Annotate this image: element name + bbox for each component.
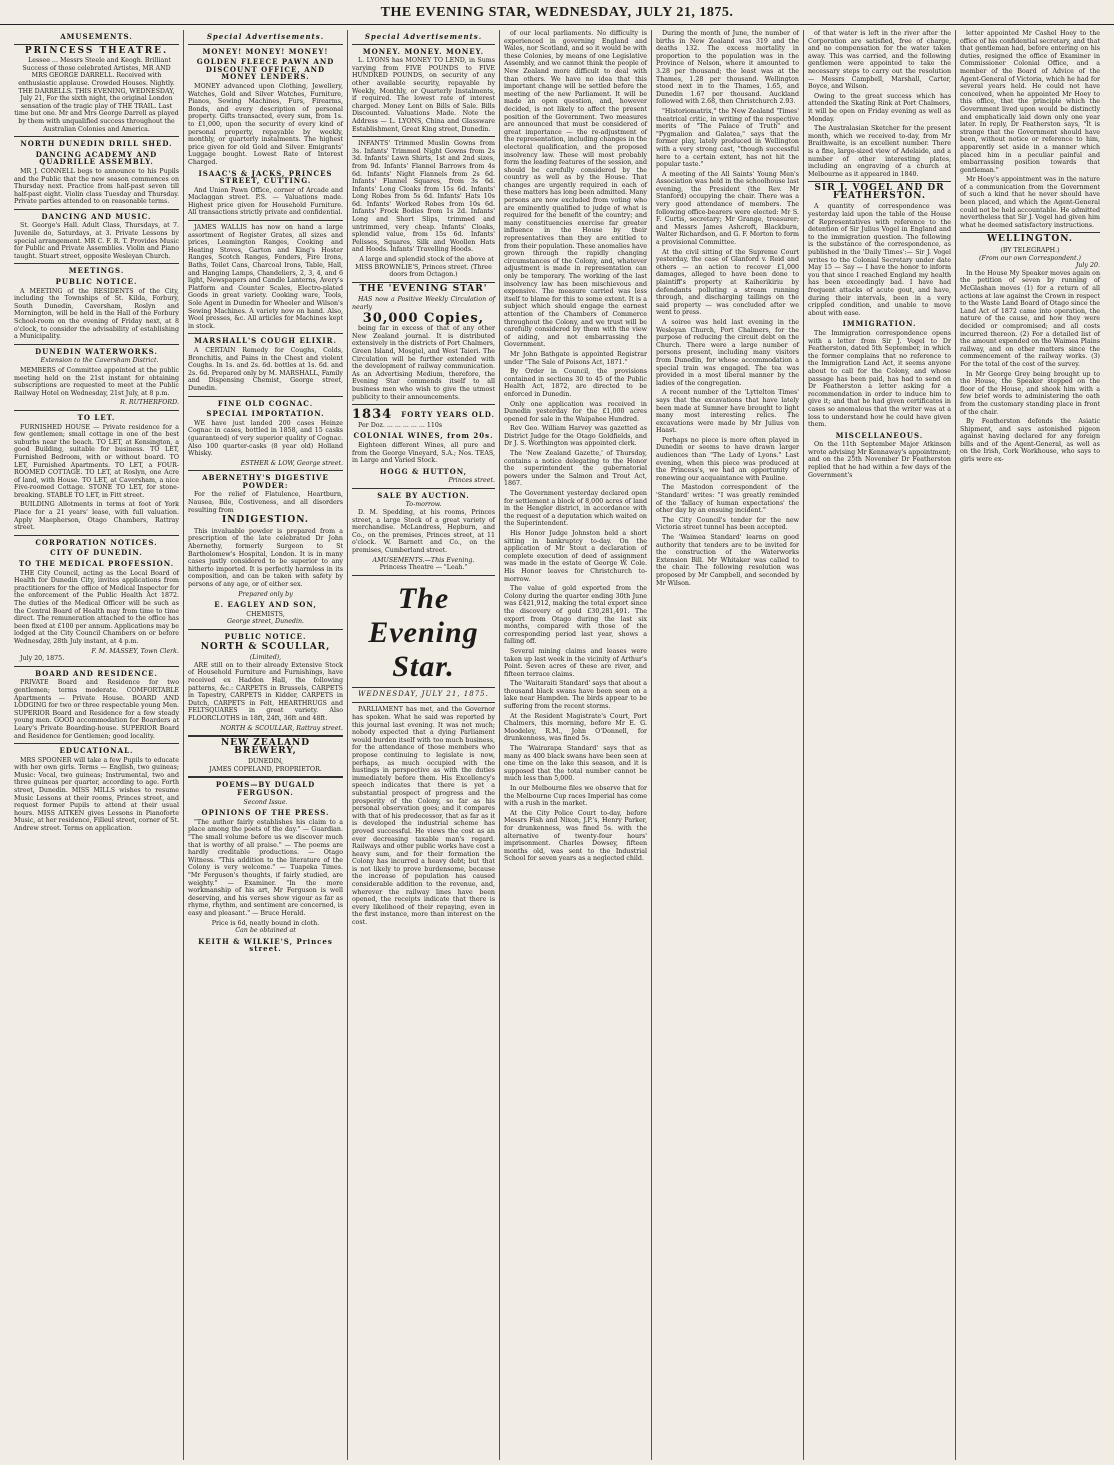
- news-grey: In Mr George Grey being brought up to the House, the Speaker stepped on the floor of the House, and shook him with a few brief words to administering the oath from the customary standing place in front of the chair.: [960, 370, 1100, 416]
- medical-body: THE City Council, acting as the Local Board of Health for Dunedin City, invites applications from practitioners for the office of Medical Inspector for the enforcement of the Public Health Act 1872. The duties of the Medical Officer will be such as the Central Board of Health may from time to time direct. The remuneration attached to the office has been fixed at £100 per annum. Applications may be lodged at the City Council Chambers on or before Wednesday, 28th July instant, at 4 p.m.: [14, 569, 179, 645]
- money-heading: MONEY! MONEY! MONEY!: [202, 46, 329, 56]
- special-ads-heading: Special Advertisements.: [206, 32, 325, 41]
- rule: [14, 209, 179, 210]
- news-australasian: The Australasian Sketcher for the present month, which we received to-day, from Mr Braithwaite, is an excellent number. There is a fine, large-sized view of Adelaide, and a number of other interesting plates, including an engraving of a church at Melbourne as it appeared in 1840.: [808, 125, 951, 178]
- isaacs-body: And Union Pawn Office, corner of Arcade and Maclaggan street. P.S. — Valuations made. Highest price given for Household Furniture. All transactions strictly private and confidential.: [188, 186, 343, 217]
- news-melbourne: In our Melbourne files we observe that for the Melbourne Cup races Imperial has come with a rush in the market.: [504, 785, 647, 808]
- price-line: Price is 6d, neatly bound in cloth.: [211, 919, 320, 927]
- evening-star-title: The Evening Star.: [368, 581, 479, 683]
- column-5: [656, 30, 804, 1460]
- news-gazette: The 'New Zealand Gazette,' of Thursday, contains a notice delegating to the Honor the superintendent the gubernatorial powers under the Salmon and Trout Act, 1867.: [504, 450, 647, 488]
- lyons-body: L. LYONS has MONEY TO LEND, in Sums varying from FIVE POUNDS to FIVE HUNDRED POUNDS, on security of any other available security, repayable by Weekly, Monthly, or Quarterly Instalments, if required. The lowest rate of interest charged. Money Lent on Bills of Sale. Bills Discounted. Valuations Made. Note the Address — L. LYONS, China and Glassware Establishment, Great King street, Dunedin.: [352, 57, 495, 133]
- vogel-heading: SIR J. VOGEL AND DR FEATHERSTON.: [814, 183, 945, 201]
- educational-heading: EDUCATIONAL.: [59, 746, 134, 756]
- keith-wilkie: KEITH & WILKIE'S, Princes street.: [198, 936, 333, 954]
- column-4: [504, 30, 652, 1460]
- rule: [14, 263, 179, 264]
- news-theatre: Perhaps no piece is more often played in Dunedin or seems to have drawn larger audiences than "The Lady of Lyons." Last evening, when this piece was produced at the Princess's, we had an opportunity of renewing our acquaintance with Pauline.: [656, 436, 799, 482]
- dancing-academy-heading: DANCING ACADEMY AND QUADRILLE ASSEMBLY.: [35, 149, 158, 167]
- abernethy-heading: ABERNETHY'S DIGESTIVE POWDER:: [202, 473, 329, 490]
- hogg-hutton: HOGG & HUTTON,: [379, 466, 468, 476]
- brownlie-body: A large and splendid stock of the above at MISS BROWNLIE'S, Princes street. (Three doors from Octagon.): [355, 256, 494, 279]
- rule: [14, 535, 179, 536]
- immigration-heading: IMMIGRATION.: [842, 319, 917, 329]
- board-body: PRIVATE Board and Residence for two gentlemen; terms moderate. COMFORTABLE Apartments — Private House. BOARD AND LODGING for two or three respectable young Men. SUPERIOR Board and Residence for a few steady young men. GOOD accommodation for Boarders at Leary's Private Boarding-house. SUPERIOR Board and Residence for Gentlemen; good locality.: [14, 679, 179, 740]
- rule: [14, 344, 179, 345]
- rule: [808, 181, 951, 182]
- rule: [352, 702, 495, 703]
- news-soiree: A soiree was held last evening in the Wesleyan Church, Port Chalmers, for the purpose of reducing the circuit debt on the Church. There were a large number of persons present, including many visitors from Dunedin, for whose accommodation a special train was engaged. The tea was provided in a most liberal manner by the ladies of the congregation.: [656, 318, 799, 387]
- eagley-address: George street, Dunedin.: [226, 618, 305, 626]
- copies-count: 30,000 Copies,: [362, 310, 485, 326]
- marshall-body: A CERTAIN Remedy for Coughs, Colds, Bronchitis, and Pains in the Chest and violent Coughs. In 1s. and 2s. 6d. bottles at 1s. 6d. and 2s. 6d. Prepared only by M. MARSHALL, Family and Dispensing Chemist, George street, Dunedin.: [188, 346, 343, 392]
- isaacs-heading: ISAAC'S & JACKS, PRINCES STREET, CUTTING.: [198, 168, 333, 186]
- sale-auction-heading: SALE BY AUCTION.: [377, 490, 470, 500]
- indigestion-heading: INDIGESTION.: [221, 515, 310, 526]
- waterworks-heading: DUNEDIN WATERWORKS.: [35, 346, 158, 356]
- column-2: [188, 30, 348, 1460]
- dancing-music-heading: DANCING AND MUSIC.: [41, 211, 152, 221]
- news-skating: Owing to the great success which has attended the Skating Rink at Port Chalmers, it will be open on Friday evening as well as Monday.: [808, 92, 951, 123]
- own-correspondent: (From our own Correspondent.): [979, 254, 1081, 262]
- miscellaneous-heading: MISCELLANEOUS.: [835, 430, 924, 440]
- rule: [188, 333, 343, 334]
- sale-body: D. M. Spedding, at his rooms, Princes street, a large Stock of a great variety of merchandise. McLandress, Hepburn, and Co., on the premises, Princes street, at 11 o'clock. W. Barnett and Co., on the premises, Cumberland street.: [352, 509, 495, 555]
- opinions-heading: OPINIONS OF THE PRESS.: [201, 808, 330, 818]
- by-telegraph: (BY TELEGRAPH.): [1000, 247, 1060, 255]
- columns: [14, 30, 1104, 1460]
- to-let-heading: TO LET.: [77, 412, 116, 422]
- whisky-line: [352, 408, 495, 422]
- news-lyttelton: A recent number of the 'Lyttelton Times' says that the excavations that have lately been made at Sumner have brought to light many most interesting relics. The excavations were made by Mr Julius von Haast.: [656, 389, 799, 435]
- special-importation-body: WE have just landed 200 cases Heinze Cognac in cases, bottled in 1858, and 15 casks (guaranteed) of very superior quality of Cognac. Also 100 quarter-casks (8 year old) Holland Whisky.: [188, 419, 343, 458]
- to-morrow: To-morrow.: [405, 501, 442, 509]
- colonial-body: Eighteen different Wines, all pure and from the George Vineyard, S.A.; Nos. TEAS, in Large and Varied Stock.: [352, 441, 495, 465]
- news-registrar: Mr John Bathgate is appointed Registrar under "The Sale of Poisons Act, 1871.": [504, 350, 647, 366]
- wallis-body: JAMES WALLIS has now on hand a large assortment of Register Grates, all sizes and prices, Leamington Ranges, Cooking and Heating Stoves, Garton and King's Hoster Ranges, Scotch Ranges, Fenders, Fire Irons, Baths, Toilet Cans, Charcoal Irons, Table, Hall, and Hanging Lamps, Chandeliers, 2, 3, 4, and 6 light, Newspapers and Candle Lanterns, Avery's Platform and Counter Scales, Electro-plated Goods in great variety. Cooking ware, Tools, Sole Agent in Dunedin for Wheeler and Wilson's Sewing Machines. A variety now on hand. Also, Wool presses, &c. All articles for Machines kept in stock.: [188, 224, 343, 330]
- esther-low-signature: ESTHER & LOW, George street.: [240, 459, 343, 467]
- news-council: The City Council's tender for the new Victoria street tunnel has been accepted.: [656, 516, 799, 532]
- corporation-notices-heading: CORPORATION NOTICES.: [35, 537, 158, 547]
- princess-leah: Princess Theatre — "Leah.": [379, 564, 468, 572]
- rule: [188, 629, 343, 630]
- golden-fleece-heading: GOLDEN FLEECE PAWN AND DISCOUNT OFFICE, AND MONEY LENDERS.: [196, 57, 335, 82]
- waterworks-signature: R. RUTHERFORD.: [120, 399, 179, 407]
- rule: [352, 136, 495, 137]
- rule: [188, 396, 343, 397]
- colonial-wines: COLONIAL WINES, from 20s.: [353, 431, 494, 441]
- rule: [352, 488, 495, 489]
- fine-old-cognac-heading: FINE OLD COGNAC.: [217, 398, 314, 408]
- meetings-heading: MEETINGS.: [68, 266, 125, 276]
- eagley-heading: E. EAGLEY AND SON,: [214, 600, 317, 610]
- hoey-body: Mr Hoey's appointment was in the nature of a communication from the Government of such a kind that he never should have been placed, and which the Agent-General could not be held accountable. He admitted nevertheless that Sir J. Vogel had given him what he deemed satisfactory instructions.: [960, 176, 1100, 229]
- opinions-body: "The author fairly establishes his claim to a place among the poets of the day." — Guardian. "The small volume before us we discover much that is worthy of all praise." — The poems are hardly creditable productions. — Otago Witness. "This addition to the literature of the Colony is very welcome." — Tuapeka Times. "Mr Ferguson's thoughts, if fairly studied, are weighty." — Examiner. "In the more workmanship of his art, Mr Ferguson is well deserving, and his verses show vigour as far as rhyme, rhythm, and sentiment are concerned, is easy and pleasant." — Bruce Herald.: [188, 818, 343, 917]
- golden-fleece-body: MONEY advanced upon Clothing, Jewellery, Watches, Gold and Silver Watches, Furniture, Pianos, Sewing Machines, Furs, Firearms, Bonds, and every description of personal property. Gifts transacted, every sum, from 1s. to £1,000, upon the security of every kind of personal property, repayable by weekly, monthly, or quarterly instalments. The highest price given for old Gold and Silver. Emigrants' Luggage bought. Lowest Rate of Interest Charged.: [188, 82, 343, 166]
- per-doz: Per Doz. ... ... ... ... ... 110s: [358, 421, 443, 429]
- editorial-continued: of our local parliaments. No difficulty is experienced in governing England and Wales, nor Scotland, and so it would be with these Colonies, by means of one Legislative Assembly, and we cannot think the people of New Zealand more difficult to deal with than others. We have no idea that this important change will be settled before the meeting of the new Parliament. It will be made an open question, and, however decided, is not likely to affect the present position of the Government. Two measures are announced that must be considered of great importance — the re-adjustment of the representation, including changes in the electoral qualification, and the proposed insolvency law. These will most probably form the leading features of the session, and should be carefully considered by the country as well as by the House. That changes are urgently required in each of these matters has long been admitted. Many persons are now excluded from voting who are eminently qualified to judge of what is required for the benefit of the country; and many constituencies exercise far greater influence in the House by their representatives than they are entitled to from their population. These anomalies have grown through the rapidly changing circumstances of the Colony, and, whatever adjustment is made in representation can only be temporary. The working of the last insolvency law has been mischievous and expensive. The measure carried was less itself to blame for this to some extent. It is a subject which should engage the earnest attention of the Chambers of Commerce throughout the Colony, and we trust will be carefully considered by them with the view of aiding, and not embarrassing the Government.: [504, 30, 647, 349]
- second-issue: Second Issue.: [243, 798, 288, 806]
- wellington-body: In the House My Speaker moves again on the petition of seven by running of McGlashan moves (1) for a return of all actions at law against the Crown in respect to the Waste Land Board of Otago since the Land Act of 1872 came into operation, the nature of the cause, and how they were decided or compromised; and all costs incurred thereon. (2) For a detailed list of the amount expended on the Waimea Plains railway, and on other matters since the commencement of the railway works. (3) For the total of the cost of the survey.: [960, 269, 1100, 368]
- rule: [14, 410, 179, 411]
- news-civil-sitting: At the civil sitting of the Supreme Court yesterday, the case of Glanford v. Reid and others — an action to recover £1,000 damages, alleged to have been done to plaintiff's property at Kaiherikiriu by defendants polluting a stream running through, and discharging tailings on the said property — was concluded after we went to press.: [656, 248, 799, 317]
- marshall-heading: MARSHALL'S COUGH ELIXIR.: [194, 336, 337, 346]
- rule: [14, 743, 179, 744]
- news-wairarapa: The 'Wairarapa Standard' says that as many as 400 black swans have been seen at one time on the lake this season, and it is supposed that the total number cannot be much less than 5,000.: [504, 745, 647, 783]
- north-scoullar-heading: NORTH & SCOULLAR,: [200, 641, 331, 652]
- educational-body: MRS SPOONER will take a few Pupils to educate with her own girls. Terms — English, two guineas; Music: Vocal, two guineas; Instrumental, two and three guineas per quarter, according to age. Forth street, Dunedin. MISS MILLS wishes to resume Music Lessons at their rooms, Princes street, and request former Pupils to attend at their usual hours. MISS AITKEN gives Lessons in Pianoforte Music, at her residence, Filleul street, corner of St. Andrew street. Terms on application.: [14, 756, 179, 833]
- news-claims: Several mining claims and leases were taken up last week in the vicinity of Arthur's Point. Seven acres of these are river, and fifteen terrace claims.: [504, 647, 647, 678]
- princess-theatre-body: Lessee ... Messrs Steele and Keogh. Brilliant Success of those celebrated Artistes, MR AND MRS GEORGE DARRELL. Received with enthusiastic applause. Crowded Houses. Nightly. THE DARRELLS. THIS EVENING, WEDNESDAY, July 21, For the sixth night, the original London sensation of the tragic play of THE TRAIL. Last time but one. Mr and Mrs George Darrell as played by them with unqualified success throughout the Australian Colonies and America.: [14, 57, 179, 133]
- evening-star-body: HAS now a Positive Weekly Circulation of nearly: [352, 296, 495, 311]
- rule: [14, 666, 179, 667]
- rule: [352, 44, 495, 45]
- rule: [352, 687, 495, 688]
- news-waterworks: The 'Waimea Standard' learns on good authority that tenders are to be invited for the construction of the Waterworks Extension Bill. Mr Whitaker was called to the chair. The following resolution was proposed by Mr Campbell, and seconded by Mr Wilson.: [656, 534, 799, 587]
- amusements-evening: AMUSEMENTS.—This Evening.: [372, 556, 475, 564]
- column-1: [14, 30, 184, 1460]
- special-importation-heading: SPECIAL IMPORTATION.: [206, 409, 325, 419]
- evening-star-body-2: being far in excess of that of any other New Zealand journal. It is distributed extensively in the districts of Port Chalmers, Green Island, Mosgiel, and West Taieri. The Circulation will be further extended with the development of railway communication. As an Advertising Medium, therefore, the Evening Star commends itself to all business men who wish to give the utmost publicity to their announcements.: [352, 325, 495, 401]
- column-3: [352, 30, 500, 1460]
- dancing-music-body: St. George's Hall. Adult Class, Thursdays, at 7. Juvenile do, Saturdays, at 3. Private Lessons by special arrangement. MR C. F. R. T. Provides Music for Public and Private Assemblies. Violin and Piano taught. Stuart street, opposite Wesleyan Church.: [14, 222, 179, 260]
- rule: [188, 470, 343, 471]
- news-warren: Rev Geo. William Harvey was gazetted as District Judge for the Otago Goldfields, and Dr J. S. Worthington was appointed clerk.: [504, 425, 647, 448]
- public-notice-heading: PUBLIC NOTICE.: [55, 277, 138, 287]
- waterworks-sub: Extension to the Caversham District.: [40, 357, 159, 365]
- special-ads-heading: Special Advertisements.: [364, 32, 483, 41]
- news-government: The Government yesterday declared open for settlement a block of 8,000 acres of land in the Hengler district, in accordance with the request of a deputation which waited on the Superintendent.: [504, 490, 647, 528]
- building-body: BUILDING Allotments in terms at foot of York Place for a 21 years' lease, with full valuation. Apply Maepherson, Otago Chambers, Rattray street.: [14, 501, 179, 532]
- featherston-continued: letter appointed Mr Cashel Hoey to the office of his confidential secretary, and that that gentleman had, before entering on his duties, resigned the office of Examiner in Commissioner Colonial Office, and a member of the Board of Advice of the Agent-General of Victoria, which he had for several years held. He could not have conceived, when he appointed Mr Hoey to this office, that the principle which the Government lived upon would be distinctly and emphatically laid down only one year later. In reply, Dr Featherston says, "It is strange that the Government should have been, without notice or reference to him, apparently set aside in a manner which placed him in a peculiar painful and embarrassing position towards that gentleman.": [960, 30, 1100, 174]
- dancing-academy-body: MR J. CONNELL begs to announce to his Pupils and the Public that the new season commences on Thursday next. Practice from half-past seven till half-past eight. Violin class Tuesday and Thursday. Private parties attended to on reasonable terms.: [14, 167, 179, 206]
- rule: [188, 735, 343, 737]
- brewery-town: DUNEDIN,: [247, 758, 284, 766]
- rule: [188, 44, 343, 45]
- rule: [352, 282, 495, 283]
- rule: [14, 136, 179, 137]
- wellington-date: July 20.: [1075, 262, 1100, 270]
- rule: [352, 575, 495, 576]
- dateline: WEDNESDAY, JULY 21, 1875.: [358, 689, 489, 698]
- public-notice-body: A MEETING of the RESIDENTS of the City, including the Townships of St. Kilda, Forbury, South Dunedin, Caversham, Roslyn and Mornington, will be held in the Hall of the Forbury School-room on the evening of Friday next, at 8 o'clock, to consider the advisability of establishing a Municipality.: [14, 287, 179, 341]
- immigration-body: The Immigration correspondence opens with a letter from Sir J. Vogel to Dr Featherston, dated 5th September, in which the former complains that no reference to the Immigration Land Act, it seems anyone about to call for the Colony, and whose passage has been paid, has had to send on Dr Featherston a letter asking for a recommendation in order to induce him to give it; and that he had given certificates in cases so anomalous that the writer was at a loss to understand how he could have given them.: [808, 329, 951, 429]
- abernethy-body: For the relief of Flatulence, Heartburn, Nausea, Bile, Costiveness, and all disorders resulting from: [188, 491, 343, 514]
- obtained-line: Can be obtained at: [235, 927, 296, 935]
- news-mastodon: The Mastodon correspondent of the 'Standard' writes: "I was greatly reminded of the 'fallacy of human expectations' the other day by an ensuing incident.": [656, 484, 799, 515]
- news-all-saints: A meeting of the All Saints' Young Men's Association was held in the schoolhouse last evening, the President (the Rev. Mr Stanford) occupying the chair. There was a very good attendance of members. The following office-bearers were elected: Mr S. F. Curtis, secretary; Mr Grange, treasurer; and Messrs James Ashcroft, Blackburn, Walter Richardson, and G. F. Morton to form a provisional Committee.: [656, 170, 799, 247]
- news-order: By Order in Council, the provisions contained in sections 30 to 45 of the Public Health Act, 1872, are directed to be enforced in Dunedin.: [504, 368, 647, 398]
- waterworks-body: MEMBERS of Committee appointed at the public meeting held on the 21st instant for obtaining subscriptions are requested to meet at the Public Railway Hotel on Wednesday, 21st July, at 8 p.m.: [14, 366, 179, 397]
- north-scoullar-body: ARE still on to their already Extensive Stock of Household Furniture and Furnishings, have received ex Haddon Hall, the following patterns, &c.: CARPETS in Brussels, CARPETS in Tapestry, CARPETS in Kidder, CARPETS in Dutch, CARPETS in Felt, HEARTHRUGS and FELTSQUARES in great variety. Also FLOORCLOTHS in 18ft, 24ft, 36ft and 48ft.: [188, 661, 343, 722]
- evening-star-heading: THE 'EVENING STAR': [359, 283, 488, 294]
- poems-heading: POEMS—BY DUGALD FERGUSON.: [215, 780, 316, 798]
- news-water: of that water is left in the river after the Corporation are satisfied, free of charge, and no compensation for the water taken away. This was carried, and the following gentlemen were appointed to take the necessary steps to carry out the resolution — Messrs Campbell, Marshall, Carter, Boyce, and Wilson.: [808, 30, 951, 91]
- rule: [352, 404, 495, 405]
- medical-profession-heading: TO THE MEDICAL PROFESSION.: [18, 559, 175, 569]
- city-of-dunedin-heading: CITY OF DUNEDIN.: [50, 548, 143, 558]
- prepared-by: Prepared only by: [238, 590, 293, 598]
- news-featherston: By Featherston defends the Asiatic Shipment, and says astonished pigeon against having declared for any foreign bills and of the Agent-General, as well as on the Irish, Cork Workhouse, who says to girls were ex-: [960, 418, 1100, 464]
- chemists-label: CHEMISTS,: [246, 610, 285, 618]
- rule: [14, 44, 179, 45]
- news-judge: His Honor Judge Johnston held a short sitting in bankruptcy to-day. On the application of Mr Stout a declaration of complete execution of deed of assignment was made in the estate of George W. Cole. His Honor leaves for Christchurch to-morrow.: [504, 530, 647, 583]
- hogg-address: Princes street.: [448, 477, 495, 485]
- board-residence-heading: BOARD AND RESIDENCE.: [35, 668, 158, 678]
- news-resident: At the Resident Magistrate's Court, Port Chalmers, this morning, before Mr E. G. Moodeley, R.M., John O'Donnell, for drunkenness, was fined 5s.: [504, 712, 647, 743]
- news-police: At the City Police Court to-day, before Messrs Fish and Nixon, J.P.'s, Henry Parker, for drunkenness, was fined 5s. with the alternative of twenty-four hours' imprisonment. Charles Dowsey, fifteen months old, was sent to the Industrial School for seven years as a neglected child.: [504, 809, 647, 863]
- editorial-body: PARLIAMENT has met, and the Governor has spoken. What he said was reported by this journal last evening. It was not much; nobody expected that a dying Parliament would burden itself with too much business, for the attendance of those members who propose continuing to legislate is now, perhaps, as much occupied with the hustings in perspective as with the duties immediately before them. His Excellency's speech indicates that there is yet a substantial prospect of progress and the prosperity of the Colony, so far as his personal observation goes; and it compares with that of his predecessor, that as far as it is developed the industrial scheme has proved successful. He views the cost as an ever decreasing taxable man's regard. Railways and other public works have cost a heavy sum, and for their formation the Colony has incurred a heavy debt; but that is not likely to prove burdensome, because the increase of population has caused considerable addition to the revenue, and, wherever the railway lines have been opened, the receipts indicate that there is every likelihood of their repaying, even in the first instance, more than interest on the cost.: [352, 706, 495, 927]
- column-6: [808, 30, 956, 1460]
- brewery-owner: JAMES COPELAND, PROPRIETOR.: [209, 765, 322, 773]
- medical-signature: F. M. MASSEY, Town Clerk.: [91, 647, 179, 655]
- brewery-heading: NEW ZEALAND BREWERY,: [220, 738, 311, 756]
- miscellaneous-body: On the 11th September Major Atkinson wrote advising Mr Kennaway's appointment; and on the 25th November Dr Featherston replied that he had within a few days of the Government's: [808, 441, 952, 479]
- news-gold: The value of gold exported from the Colony during the quarter ending 30th June was £421,912, making the total export since the discovery of gold £30,281,491. The export from Otago during the last six months, compared with those of the corresponding period last year, shows a falling off.: [504, 585, 647, 646]
- medical-date: July 20, 1875.: [20, 655, 65, 663]
- year-1834: 1834: [352, 407, 393, 423]
- north-dunedin-heading: NORTH DUNEDIN DRILL SHED.: [20, 139, 173, 149]
- news-waitaki: The 'Waitaraiti Standard' says that about a thousand black swans have been seen on a lake near Hampden. The birds appear to be suffering from the recent storms.: [504, 680, 647, 711]
- north-scoullar-sub: (Limited),: [249, 654, 282, 662]
- money-heading: MONEY. MONEY. MONEY.: [362, 46, 485, 56]
- north-scoullar-signature: NORTH & SCOULLAR, Rattray street.: [220, 724, 343, 732]
- vogel-body: A quantity of correspondence was yesterday laid upon the table of the House of Representatives with reference to the detention of Sir Julius Vogel in England and to the immigration question. The following is the substance of the correspondence, as published in the 'Daily Times':— Sir J. Vogel writes to the Colonial Secretary under date May 15 — Say — I have the honor to inform you that since I reached England my health has been exceedingly bad. I have had frequent attacks of acute gout, and have, during their intervals, been in a very crippled condition, and unable to move about with ease.: [808, 203, 951, 317]
- rule: [188, 776, 343, 778]
- column-7: [960, 30, 1104, 1460]
- section-amusements: AMUSEMENTS.: [60, 32, 133, 41]
- rule: [960, 232, 1100, 233]
- news-births: During the month of June, the number of births in New Zealand was 319 and the deaths 132. The excess mortality in proportion to the population was in the Province of Nelson, where it amounted to 3.28 per thousand; the least was at the Thames, 1.28 per thousand. Wellington stood next in to the Thames, 1.65, and Dunedin 1.67 per thousand. Auckland followed with 2.68, then Christchurch 2.93.: [656, 30, 799, 106]
- wellington-heading: WELLINGTON.: [986, 234, 1074, 245]
- masthead: THE EVENING STAR, WEDNESDAY, JULY 21, 1875.: [0, 0, 1114, 25]
- news-historiomatrix: "Historiomatrix," the New Zealand 'Times' theatrical critic, in writing of the respective merits of "The Palace of Truth" and "Pygmalion and Galatea," says that the former play, lately produced in Wellington with a very strong cast, "though successful here to a certain extent, has not hit the popular taste.": [656, 107, 799, 169]
- indigestion-body: This invaluable powder is prepared from a prescription of the late celebrated Dr John Abernethy, formerly Surgeon to St Bartholomew's Hospital, London. It is in many cases justly considered to be superior to any hitherto imported. It is perfectly harmless in its composition, and can be taken with safety by persons of any age, or of either sex.: [188, 527, 343, 588]
- news-application: Only one application was received in Dunedin yesterday for the £1,000 acres opened for sale in the Waipahee Hundred.: [504, 400, 647, 423]
- public-notice-heading: PUBLIC NOTICE.: [224, 631, 307, 641]
- princess-theatre-heading: PRINCESS THEATRE.: [24, 45, 169, 56]
- forty-years: FORTY YEARS OLD.: [401, 410, 495, 420]
- infants-body: INFANTS' Trimmed Muslin Gowns from 3s. Infants' Trimmed Night Gowns from 2s 3d. Infants' Lawn Shirts, 1st and 2nd sizes, from 9d. Infants' Flannel Barrows from 4s 6d. Infants' Night Flannels from 2s 6d. Infants' Flannel Squares, from 3s 6d. Infants' Long Cloaks from 15s 6d. Infants' Long Robes from 5s 6d. Infants' Hats 10s 6d. Infants' Worked Robes from 10s 6d. Infants' Frock Bodies from 1s 2d. Infants' Long and Short Slips, trimmed and untrimmed, very cheap. Infants' Cloaks, splendid value, from 15s 6d. Infants' Pelisses, Squares, Silk and Woollen Hats and Hoods. Infants' Travelling Hoods.: [352, 140, 495, 254]
- rule: [188, 220, 343, 221]
- to-let-body: FURNISHED HOUSE — Private residence for a few gentlemen; small cottage in one of the best suburbs near the beach. TO LET, at Kensington, a good Building, suitable for business. TO LET, Furnished Bedroom, with or without board. TO LET, Furnished Apartments. TO LET, a FOUR-ROOMED COTTAGE. TO LET, at Roslyn, one Acre of land, with House. TO LET, at Caversham, a nice Five-roomed Cottage. STONE TO LET, for stone-breaking. STABLE TO LET, in Fitt street.: [14, 423, 179, 499]
